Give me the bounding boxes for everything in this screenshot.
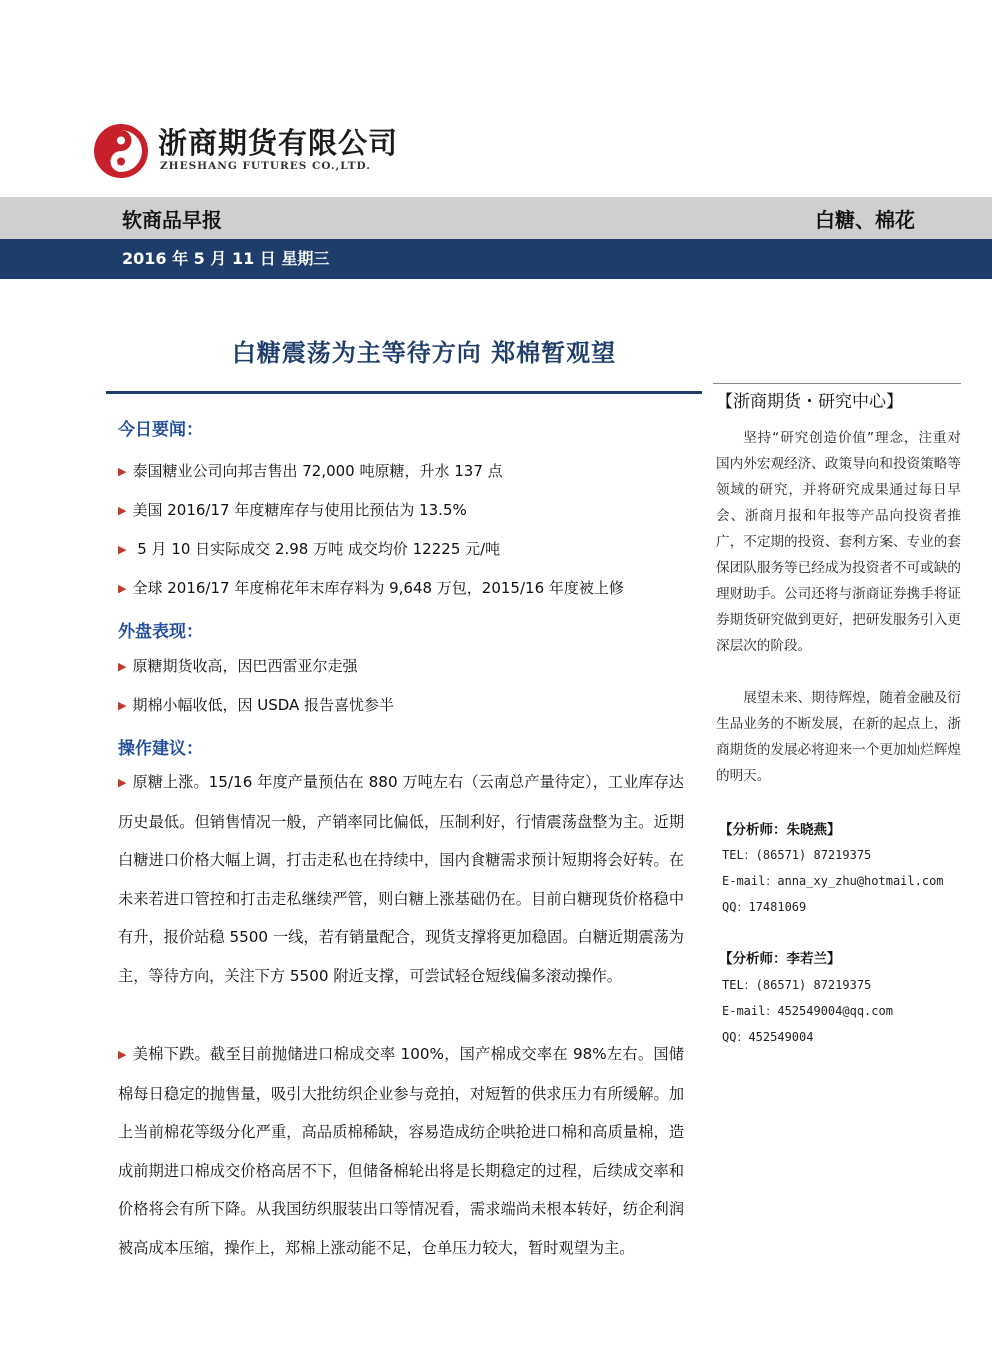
sidebar-intro: 坚持“研究创造价值”理念，注重对国内外宏观经济、政策导向和投资策略等领域的研究，并将研究成果通过每日早会、浙商月报和年报等产品向投资者推广，不定期的投资、套利方案、专业的套保团队服务等已经成为投资者不可或缺的理财助手。公司还将与浙商证券携手将证券期货研究做到更好，把研发服务引入更深层次的阶段。	[716, 430, 961, 654]
sidebar-title: 【浙商期货・研究中心】	[716, 392, 903, 412]
analyst-tel: TEL：(86571) 87219375	[722, 978, 872, 992]
bullet-triangle-icon: ▶	[118, 582, 127, 595]
external-item: ▶ 期棉小幅收低，因 USDA 报告喜忧参半	[118, 696, 395, 714]
bullet-triangle-icon: ▶	[118, 465, 127, 478]
analyst-heading: 【分析师：李若兰】	[719, 951, 841, 967]
analyst-heading: 【分析师：朱晓燕】	[719, 822, 841, 838]
analyst-email[interactable]: E-mail：anna_xy_zhu@hotmail.com	[722, 874, 944, 888]
bullet-triangle-icon: ▶	[118, 543, 127, 556]
advice-paragraph-cotton: ▶ 美棉下跌。截至目前抛储进口棉成交率 100%，国产棉成交率在 98%左右。国储棉每日稳定的抛售量，吸引大批纺织企业参与竞拍，对短暂的供求压力有所缓解。加上当前棉花等级分化严重，高品质棉稀缺，容易造成纺企哄抢进口棉和高质量棉，造成前期进口棉成交价格高居不下，但储备棉轮出将是长期稳定的过程，后续成交率和价格将会有所下降。从我国纺织服装出口等情况看，需求端尚未根本转好，纺企利润被高成本压缩，操作上，郑棉上涨动能不足，仓单压力较大，暂时观望为主。	[118, 1045, 684, 1257]
company-name: 浙商期货有限公司	[158, 126, 399, 160]
sidebar-outlook: 展望未来、期待辉煌，随着金融及衍生品业务的不断发展，在新的起点上，浙商期货的发展必将迎来一个更加灿烂辉煌的明天。	[716, 690, 961, 784]
news-item: ▶ 5 月 10 日实际成交 2.98 万吨 成交均价 12225 元/吨	[118, 540, 501, 558]
news-item: ▶ 泰国糖业公司向邦吉售出 72,000 吨原糖，升水 137 点	[118, 462, 503, 480]
analyst-email[interactable]: E-mail：452549004@qq.com	[722, 1004, 893, 1018]
report-commodities: 白糖、棉花	[815, 208, 915, 232]
bullet-triangle-icon: ▶	[118, 1048, 127, 1061]
company-logo-icon	[92, 122, 150, 180]
external-item: ▶ 原糖期货收高，因巴西雷亚尔走强	[118, 657, 358, 675]
report-headline: 白糖震荡为主等待方向 郑棉暂观望	[231, 339, 617, 367]
sidebar-divider	[713, 383, 961, 384]
analyst-qq: QQ：17481069	[722, 900, 807, 914]
bullet-triangle-icon: ▶	[118, 776, 127, 789]
advice-paragraph-sugar: ▶ 原糖上涨。15/16 年度产量预估在 880 万吨左右（云南总产量待定），工业库存达历史最低。但销售情况一般，产销率同比偏低，压制利好，行情震荡盘整为主。近期白糖进口价格大幅上调，打击走私也在持续中，国内食糖需求预计短期将会好转。在未来若进口管控和打击走私继续严管，则白糖上涨基础仍在。目前白糖现货价格稳中有升，报价站稳 5500 一线，若有销量配合，现货支撑将更加稳固。白糖近期震荡为主，等待方向，关注下方 5500 附近支撑，可尝试轻仓短线偏多滚动操作。	[118, 773, 684, 985]
company-name-en: ZHESHANG FUTURES CO.,LTD.	[160, 160, 371, 172]
bullet-triangle-icon: ▶	[118, 504, 127, 517]
news-item: ▶ 美国 2016/17 年度糖库存与使用比预估为 13.5%	[118, 501, 467, 519]
bullet-triangle-icon: ▶	[118, 660, 127, 673]
section-title-advice: 操作建议：	[118, 739, 203, 759]
headline-divider	[106, 391, 702, 394]
news-item: ▶ 全球 2016/17 年度棉花年末库存料为 9,648 万包，2015/16 年度被上修	[118, 579, 624, 597]
analyst-qq: QQ：452549004	[722, 1030, 814, 1044]
report-date: 2016 年 5 月 11 日 星期三	[122, 249, 330, 268]
bullet-triangle-icon: ▶	[118, 699, 127, 712]
section-title-news: 今日要闻：	[118, 420, 203, 440]
section-title-external: 外盘表现：	[118, 622, 203, 642]
report-type: 软商品早报	[122, 208, 222, 232]
analyst-tel: TEL：(86571) 87219375	[722, 848, 872, 862]
